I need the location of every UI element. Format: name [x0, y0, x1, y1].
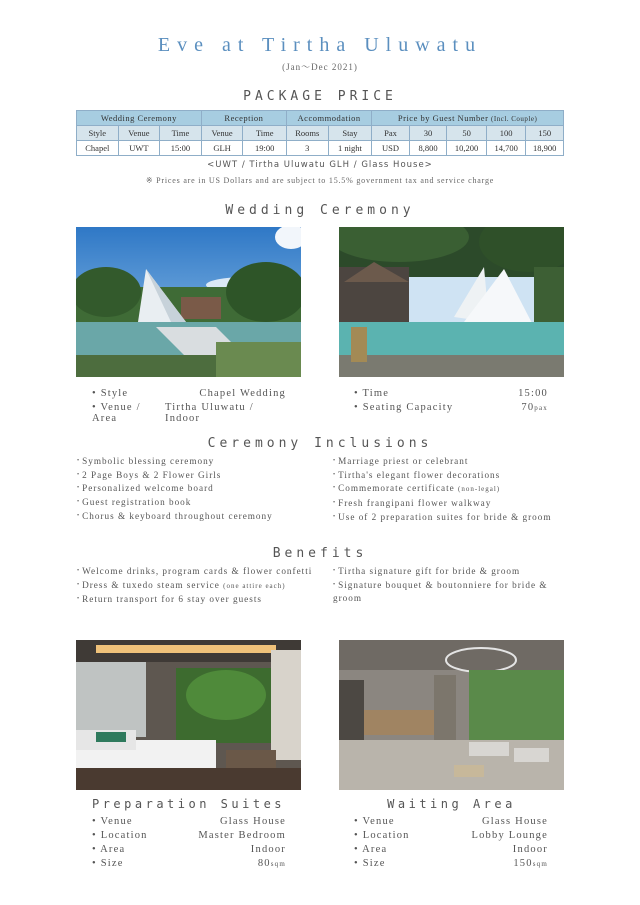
wait-size-value: 150sqm — [513, 858, 548, 869]
venue-legend: <UWT / Tirtha Uluwatu GLH / Glass House> — [207, 160, 433, 170]
attire-note: (one attire each) — [223, 581, 286, 590]
table-cell: 15:00 — [160, 141, 202, 156]
wedding-ceremony-heading: Wedding Ceremony — [225, 203, 415, 218]
wait-area-value: Indoor — [512, 844, 548, 855]
ceremony-right-info — [354, 388, 548, 416]
column-header: Time — [160, 126, 202, 141]
list-item: • Chorus & keyboard throughout ceremony — [77, 510, 327, 524]
list-item: • Return transport for 6 stay over guests — [77, 593, 332, 607]
capacity-label: • Seating Capacity — [354, 402, 454, 413]
prep-area-value: Indoor — [250, 844, 286, 855]
group-header-price — [372, 111, 564, 126]
table-cell: 18,900 — [526, 141, 564, 156]
wait-size-label: • Size — [354, 858, 386, 869]
time-row — [354, 388, 548, 402]
column-header: Time — [243, 126, 287, 141]
venue-area-row — [92, 402, 286, 424]
list-item: • Guest registration book — [77, 496, 327, 510]
benefits-left-list — [77, 565, 332, 607]
style-label: • Style — [92, 388, 129, 399]
wait-venue-label: • Venue — [354, 816, 395, 827]
ceremony-left-info — [92, 388, 286, 424]
list-item: • Welcome drinks, program cards & flower confetti — [77, 565, 332, 579]
non-legal-note: (non-legal) — [458, 485, 501, 494]
waiting-area-heading: Waiting Area — [387, 797, 516, 811]
list-item: • Symbolic blessing ceremony — [77, 455, 327, 469]
list-item: • Dress & tuxedo steam service (one attire each) — [77, 579, 332, 594]
column-header: Venue — [201, 126, 243, 141]
wait-venue-row — [354, 816, 548, 830]
wait-location-label: • Location — [354, 830, 410, 841]
waiting-area-photo — [339, 640, 564, 790]
venue-area-value: Tirtha Uluwatu / Indoor — [165, 402, 254, 424]
list-item: • Marriage priest or celebrant — [333, 455, 573, 469]
list-item: • 2 Page Boys & 2 Flower Girls — [77, 469, 327, 483]
prep-size-value: 80sqm — [257, 858, 286, 869]
time-value: 15:00 — [518, 388, 548, 399]
style-row — [92, 388, 286, 402]
list-item: • Use of 2 preparation suites for bride & groom — [333, 511, 573, 525]
price-table-header-row — [77, 126, 564, 141]
column-header: 30 — [409, 126, 447, 141]
wait-location-value: Lobby Lounge — [471, 830, 548, 841]
table-cell: 19:00 — [243, 141, 287, 156]
table-cell: Chapel — [77, 141, 119, 156]
group-header-reception: Reception — [201, 111, 286, 126]
table-cell: 10,200 — [447, 141, 487, 156]
wait-area-row — [354, 844, 548, 858]
list-item: • Fresh frangipani flower walkway — [333, 497, 573, 511]
chapel-exterior-photo — [76, 227, 301, 377]
price-note: ※ Prices are in US Dollars and are subject to 15.5% government tax and service charge — [145, 176, 495, 185]
column-header: Pax — [372, 126, 410, 141]
preparation-suite-photo — [76, 640, 301, 790]
table-cell: 8,800 — [409, 141, 447, 156]
list-item: • Signature bouquet & boutonniere for bride & groom — [333, 579, 568, 606]
preparation-suites-info — [92, 816, 286, 872]
column-header: Rooms — [287, 126, 329, 141]
waiting-area-info — [354, 816, 548, 872]
benefits-right-list — [333, 565, 568, 606]
list-item: • Tirtha's elegant flower decorations — [333, 469, 573, 483]
price-table-row — [77, 141, 564, 156]
prep-area-label: • Area — [92, 844, 126, 855]
prep-location-row — [92, 830, 286, 844]
column-header: Stay — [328, 126, 372, 141]
group-header-accommodation: Accommodation — [287, 111, 372, 126]
column-header: 50 — [447, 126, 487, 141]
list-item: • Personalized welcome board — [77, 482, 327, 496]
group-header-price-label: Price by Guest Number — [397, 113, 489, 123]
benefits-heading: Benefits — [272, 546, 368, 561]
prep-location-value: Master Bedroom — [198, 830, 286, 841]
column-header: Style — [77, 126, 119, 141]
prep-venue-value: Glass House — [220, 816, 286, 827]
chapel-pool-photo — [339, 227, 564, 377]
table-cell: 14,700 — [486, 141, 526, 156]
table-cell: UWT — [118, 141, 160, 156]
wait-venue-value: Glass House — [482, 816, 548, 827]
table-cell: 1 night — [328, 141, 372, 156]
prep-location-label: • Location — [92, 830, 148, 841]
inclusions-left-list — [77, 455, 327, 523]
table-cell: GLH — [201, 141, 243, 156]
date-range: (Jan〜Dec 2021) — [282, 62, 358, 72]
prep-venue-label: • Venue — [92, 816, 133, 827]
inclusions-right-list — [333, 455, 573, 524]
list-item: • Commemorate certificate (non-legal) — [333, 482, 573, 497]
page-title: Eve at Tirtha Uluwatu — [157, 34, 483, 56]
column-header: 150 — [526, 126, 564, 141]
price-table-group-row — [77, 111, 564, 126]
table-cell: USD — [372, 141, 410, 156]
prep-area-row — [92, 844, 286, 858]
style-value: Chapel Wedding — [199, 388, 286, 399]
preparation-suites-heading: Preparation Suites — [91, 797, 286, 811]
column-header: 100 — [486, 126, 526, 141]
capacity-value: 70pax — [521, 402, 548, 413]
group-header-ceremony: Wedding Ceremony — [77, 111, 202, 126]
column-header: Venue — [118, 126, 160, 141]
capacity-row — [354, 402, 548, 416]
prep-venue-row — [92, 816, 286, 830]
list-item: • Tirtha signature gift for bride & groom — [333, 565, 568, 579]
time-label: • Time — [354, 388, 390, 399]
ceremony-inclusions-heading: Ceremony Inclusions — [207, 436, 433, 451]
prep-size-label: • Size — [92, 858, 124, 869]
wait-location-row — [354, 830, 548, 844]
wait-size-row — [354, 858, 548, 872]
prep-size-row — [92, 858, 286, 872]
incl-couple-note: (Incl. Couple) — [491, 115, 538, 123]
package-price-heading: PACKAGE PRICE — [243, 89, 397, 104]
price-table — [76, 110, 564, 156]
wait-area-label: • Area — [354, 844, 388, 855]
table-cell: 3 — [287, 141, 329, 156]
venue-area-label: • Venue / Area — [92, 402, 141, 424]
